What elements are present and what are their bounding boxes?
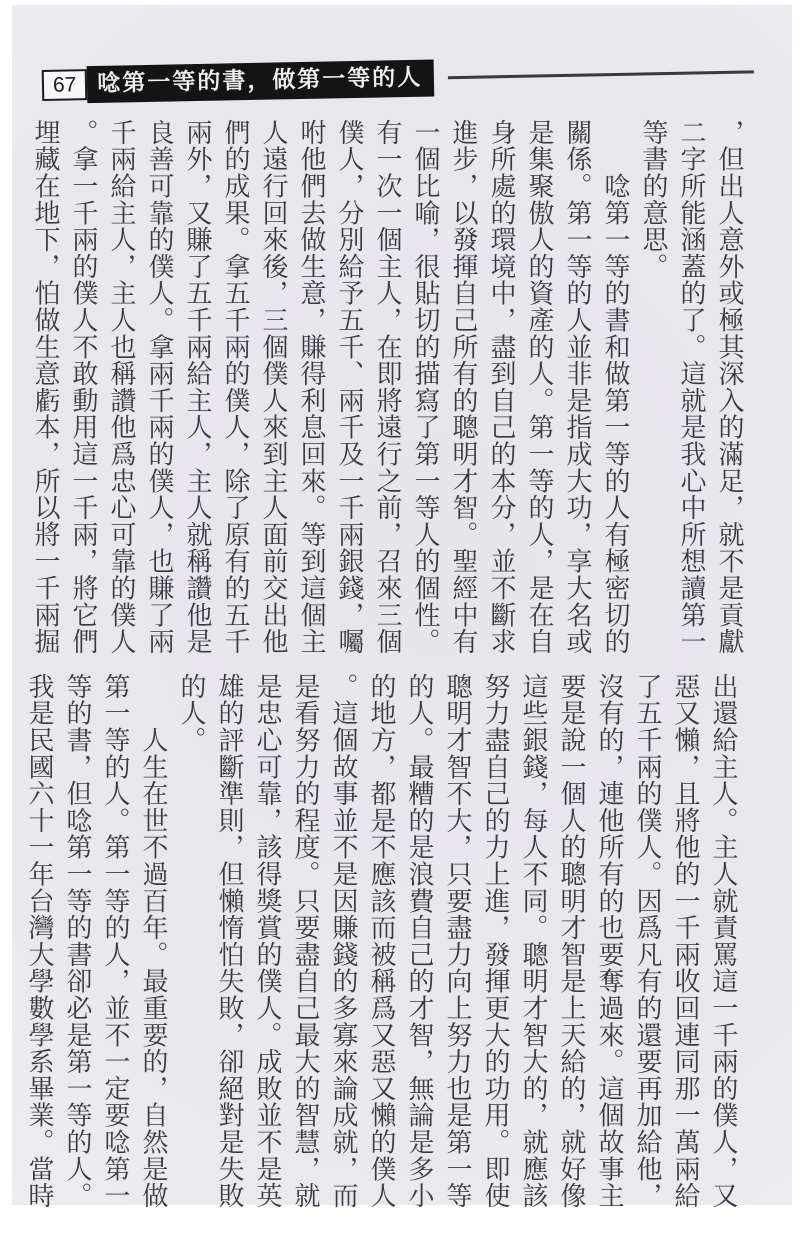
text-column: 的人。最糟的是浪費自己的才智，無論是多小: [405, 673, 434, 1209]
text-column: 是集聚傲人的資產的人。第一等的人，是在自: [525, 119, 554, 655]
text-column: 兩外，又賺了五千兩給主人，主人就稱讚他是: [183, 119, 212, 655]
text-column: ，但出人意外或極其深入的滿足，就不是貢獻: [715, 119, 744, 655]
text-block-bottom: [20, 673, 742, 1213]
text-column: 一個比喻，很貼切的描寫了第一等人的個性。: [411, 119, 440, 655]
text-column: 了五千兩的僕人。因爲凡有的還要再加給他，: [633, 673, 662, 1209]
text-column: 二字所能涵蓋的了。這就是我心中所想讀第一: [677, 119, 706, 655]
text-column: 僕人，分別給予五千、兩千及一千兩銀錢，囑: [335, 119, 364, 655]
text-column: 雄的評斷準則，但懶惰怕失敗，卻絕對是失敗: [215, 673, 244, 1209]
text-column: 咐他們去做生意，賺得利息回來。等到這個主: [297, 119, 326, 655]
text-column: 身所處的環境中，盡到自己的本分，並不斷求: [487, 119, 516, 655]
text-column: 第一等的人。第一等的人，並不一定要唸第一: [101, 673, 130, 1209]
text-block-top: [26, 119, 748, 657]
page-number-box: [42, 69, 88, 101]
page-number: 67: [52, 73, 77, 97]
text-column: 關係。第一等的人並非是指成大功，享大名或: [563, 119, 592, 655]
text-column: 要是說一個人的聰明才智是上天給的，就好像: [557, 673, 586, 1209]
text-column: 進步，以發揮自己所有的聰明才智。聖經中有: [449, 119, 478, 655]
text-column: 聰明才智不大，只要盡力向上努力也是第一等: [443, 673, 472, 1209]
text-column: 出還給主人。主人就責罵這一千兩的僕人，又: [709, 673, 738, 1209]
text-column: 的人。: [177, 673, 206, 754]
text-column: 良善可靠的僕人。拿兩千兩的僕人，也賺了兩: [145, 119, 174, 655]
text-column: 努力盡自己的力上進，發揮更大的功用。即使: [481, 673, 510, 1209]
book-page: [12, 5, 792, 1209]
text-column: 們的成果。拿五千兩的僕人，除了原有的五千: [221, 119, 250, 655]
text-column: 埋藏在地下，怕做生意虧本，所以將一千兩掘: [31, 119, 60, 655]
text-column: 唸第一等的書和做第一等的人有極密切的: [601, 119, 630, 655]
text-column: 人生在世不過百年。最重要的，自然是做: [139, 673, 168, 1209]
text-column: 的地方，都是不應該而被稱爲又惡又懶的僕人: [367, 673, 396, 1209]
text-column: 。拿一千兩的僕人不敢動用這一千兩，將它們: [69, 119, 98, 655]
text-column: 千兩給主人，主人也稱讚他爲忠心可靠的僕人: [107, 119, 136, 655]
text-column: 沒有的，連他所有的也要奪過來。這個故事主: [595, 673, 624, 1209]
chapter-title-bar: [87, 59, 435, 103]
chapter-title: 唸第一等的書，做第一等的人: [97, 64, 423, 96]
text-column: 是忠心可靠，該得獎賞的僕人。成敗並不是英: [253, 673, 282, 1209]
text-column: 這些銀錢，每人不同。聰明才智大的，就應該: [519, 673, 548, 1209]
text-column: 人遠行回來後，三個僕人來到主人面前交出他: [259, 119, 288, 655]
page-header: [42, 53, 773, 104]
text-column: 是看努力的程度。只要盡自己最大的智慧，就: [291, 673, 320, 1209]
text-column: 。這個故事並不是因賺錢的多寡來論成就，而: [329, 673, 358, 1209]
text-column: 惡又懶，且將他的一千兩收回連同那一萬兩給: [671, 673, 700, 1209]
text-column: 等的書，但唸第一等的書卻必是第一等的人。: [63, 673, 92, 1209]
text-column: 等書的意思。: [639, 119, 668, 280]
text-column: 有一次一個主人，在即將遠行之前，召來三個: [373, 119, 402, 655]
header-rule: [448, 70, 754, 79]
text-column: 我是民國六十一年台灣大學數學系畢業。當時: [25, 673, 54, 1209]
